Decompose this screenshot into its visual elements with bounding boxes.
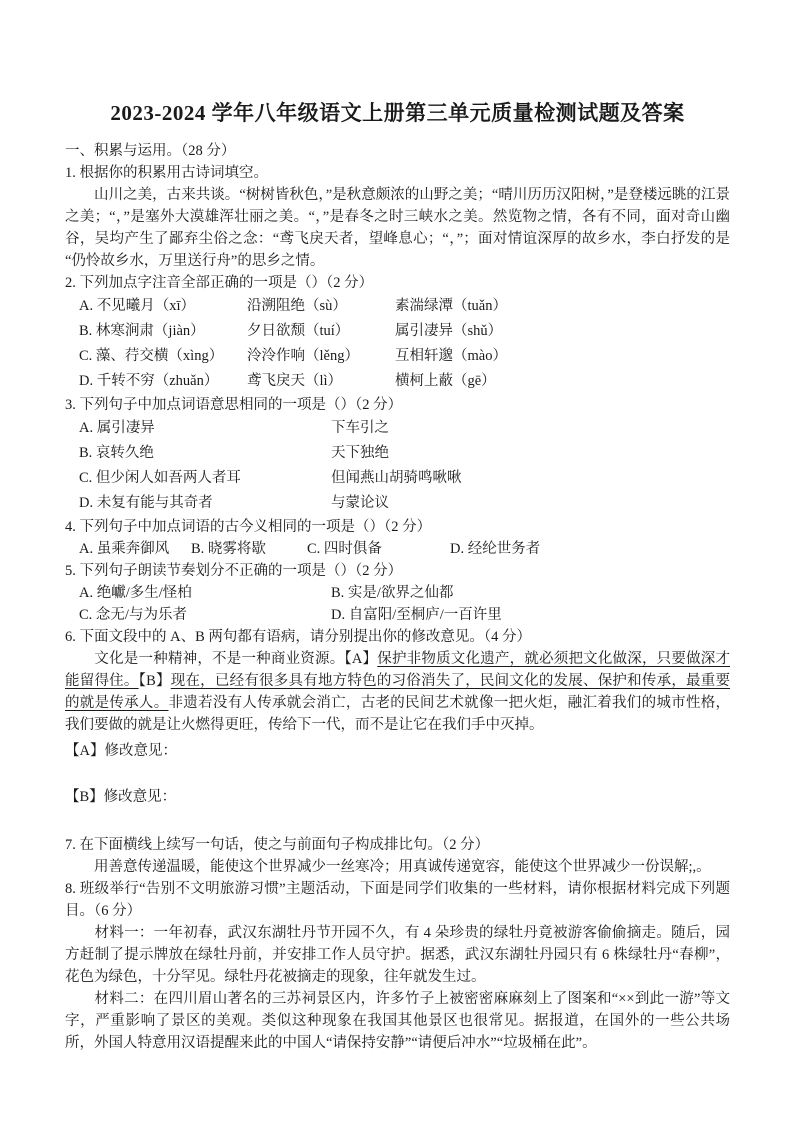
page-title: 2023-2024 学年八年级语文上册第三单元质量检测试题及答案 (110, 101, 685, 125)
q8-material-1: 材料一：一年初春，武汉东湖牡丹节开园不久，有 4 朵珍贵的绿牡丹竟被游客偷偷摘走。随后，园方赶制了提示牌放在绿牡丹前，并安排工作人员守护。据悉，武汉东湖牡丹园只有 6 株绿牡丹“春柳”，花色为绿色，十分罕见。绿牡丹花被摘走的现象，往年就发生过。 (65, 925, 730, 985)
q3-option-row-a (65, 416, 730, 441)
q6-passage (65, 648, 730, 736)
answer-marker: 【A】 (65, 743, 105, 759)
option-item: D. 经纶世务者 (450, 541, 541, 557)
underlined-segment: 保护非物质文化遗产，就必须把文化做深，只要做深才能留得住。 (65, 651, 730, 689)
text-segment: 非遗若没有人传承就会消亡，古老的民间艺术就像一把火炬，融汇着我们的城市性格，我们要做的就是让火燃得更旺，传给下一代，而不是让它在我们手中灭掉。 (65, 695, 731, 733)
option-item: 互相轩邈（mào） (395, 348, 507, 364)
option-item: C. 藻、荇交横（xìng） (79, 348, 224, 364)
option-item: 泠泠作响（lěng） (247, 348, 359, 364)
q6-prompt: 6. 下面文段中的 A、B 两句都有语病，请分别提出你的修改意见。（4 分） (65, 629, 532, 645)
q1-passage: 山川之美，古来共谈。“树树皆秋色，”是秋意颇浓的山野之美；“晴川历历汉阳树，”是登楼远眺的江景之美；“，”是塞外大漠雄浑壮丽之美。“，”是春冬之时三峡水之美。然览物之情，各有不同，面对奇山幽谷，吴均产生了鄙弃尘俗之念：“鸢飞戾天者，望峰息心；“，”；面对情谊深厚的故乡水，李白抒发的是“仍怜故乡水，万里送行舟”的思乡之情。 (65, 187, 730, 269)
q5-option-row-cd (65, 604, 730, 626)
text-segment: 【B】 (138, 673, 171, 689)
option-item: 天下独绝 (331, 445, 389, 461)
answer-marker: 【B】 (65, 789, 104, 805)
text-segment: 【A】 (344, 651, 378, 667)
q1-prompt: 1. 根据你的积累用古诗词填空。 (65, 165, 268, 181)
option-item: 下车引之 (331, 420, 389, 436)
q3-option-row-b (65, 441, 730, 466)
q4-option-row (65, 538, 730, 560)
q3-prompt: 3. 下列句子中加点词语意思相同的一项是（）（2 分） (65, 397, 403, 413)
option-item: A. 属引凄异 (79, 420, 155, 436)
q4-prompt: 4. 下列句子中加点词语的古今义相同的一项是（）（2 分） (65, 519, 432, 535)
option-item: A. 虽乘奔御风 (79, 541, 170, 557)
option-item: D. 自富阳/至桐庐/一百许里 (331, 607, 502, 623)
option-item: B. 实是/欲界之仙都 (331, 585, 454, 601)
option-item: C. 但少闲人如吾两人者耳 (79, 470, 241, 486)
option-item: 素湍绿潭（tuǎn） (395, 298, 507, 314)
q6-answer-line-a (65, 740, 730, 762)
option-item: B. 晓雾将歇 (191, 541, 266, 557)
option-item: 与蒙论议 (331, 495, 389, 511)
q6-answer-line-b (65, 786, 730, 808)
underlined-segment: 现在，已经有很多具有地方特色的习俗消失了，民间文化的发展、保护和传承，最重要的就是传承人。 (65, 673, 731, 711)
option-item: D. 千转不穷（zhuǎn） (79, 373, 219, 389)
q8-material-2: 材料二：在四川眉山著名的三苏祠景区内，许多竹子上被密密麻麻刻上了图案和“××到此一游”等文字，严重影响了景区的美观。类似这种现象在我国其他景区也很常见。据报道，在国外的一些公共场所，外国人特意用汉语提醒来此的中国人“请保持安静”“请便后冲水”“垃圾桶在此”。 (65, 991, 730, 1051)
option-item: A. 不见曦月（xī） (79, 298, 195, 314)
section-heading: 一、积累与运用。（28 分） (65, 143, 236, 159)
q2-option-row-c (65, 344, 730, 369)
option-item: 横柯上蔽（gē） (395, 373, 496, 389)
option-item: 夕日欲颓（tuí） (247, 323, 350, 339)
option-item: 沿溯阻绝（sù） (247, 298, 347, 314)
q7-prompt: 7. 在下面横线上续写一句话，使之与前面句子构成排比句。（2 分） (65, 837, 490, 853)
option-item: D. 未复有能与其奇者 (79, 495, 213, 511)
answer-label: 修改意见： (103, 789, 177, 805)
q2-option-row-a (65, 294, 730, 319)
q3-option-row-d (65, 491, 730, 516)
q2-prompt: 2. 下列加点字注音全部正确的一项是（）（2 分） (65, 275, 374, 291)
option-item: 但闻燕山胡骑鸣啾啾 (331, 470, 462, 486)
answer-label: 修改意见： (104, 743, 177, 759)
q2-option-row-b (65, 319, 730, 344)
option-item: 鸢飞戾天（lì） (247, 373, 343, 389)
option-item: 属引凄异（shǔ） (395, 323, 503, 339)
option-item: A. 绝巘/多生/怪柏 (79, 585, 192, 601)
option-item: C. 念无/与为乐者 (79, 607, 187, 623)
q2-option-row-d (65, 369, 730, 394)
q3-option-row-c (65, 466, 730, 491)
option-item: B. 哀转久绝 (79, 445, 154, 461)
q5-prompt: 5. 下列句子朗读节奏划分不正确的一项是（）（2 分） (65, 563, 403, 579)
q5-option-row-ab (65, 582, 730, 604)
q8-prompt: 8. 班级举行“告别不文明旅游习惯”主题活动，下面是同学们收集的一些材料，请你根据材料完成下列题目。（6 分） (65, 881, 730, 919)
option-item: B. 林寒涧肃（jiàn） (79, 323, 205, 339)
text-segment: 文化是一种精神，不是一种商业资源。 (65, 651, 345, 667)
option-item: C. 四时俱备 (307, 541, 382, 557)
q7-passage: 用善意传递温暖，能使这个世界减少一丝寒冷；用真诚传递宽容，能使这个世界减少一份误解;,。 (65, 859, 711, 875)
